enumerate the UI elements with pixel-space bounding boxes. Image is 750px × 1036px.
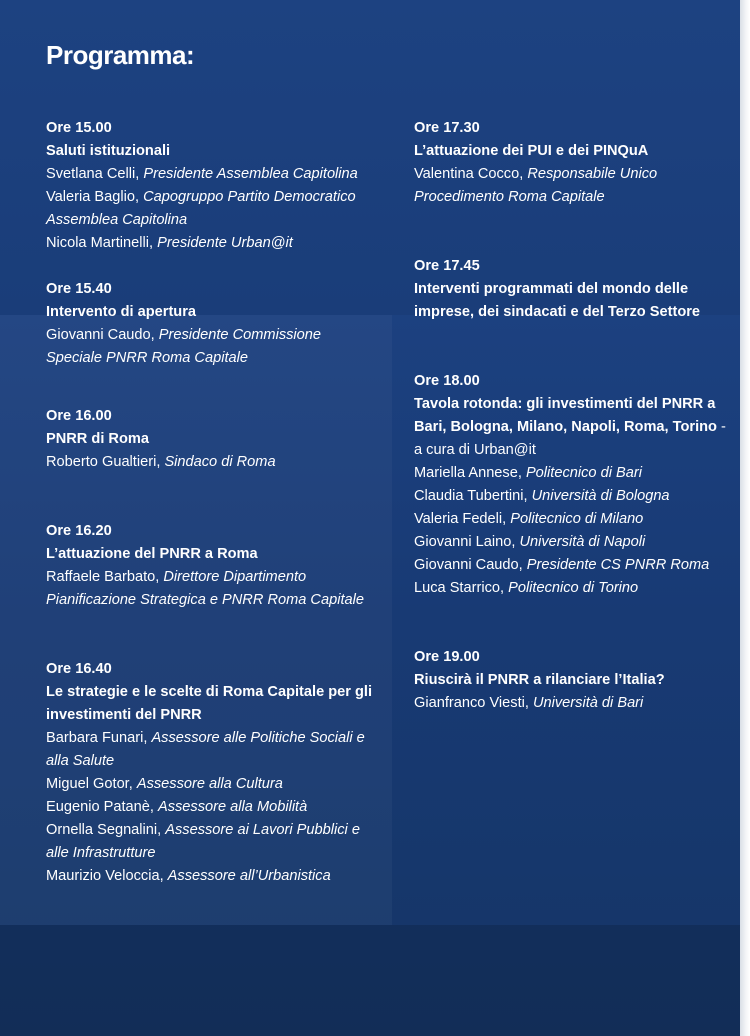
- session-time: Ore 15.40: [46, 281, 112, 297]
- page-title: Programma:: [46, 40, 195, 70]
- session-1600: [46, 405, 376, 474]
- speaker-role: Presidente Assemblea Capitolina: [143, 166, 358, 182]
- speaker: Luca Starrico, Politecnico di Torino: [414, 580, 639, 596]
- session-1900: [414, 646, 734, 715]
- speaker-role: Politecnico di Milano: [510, 511, 644, 527]
- speaker: Raffaele Barbato, Direttore Dipartimento Pianificazione Strategica e PNRR Roma Capitale: [46, 569, 364, 608]
- speaker-role: Presidente CS PNRR Roma: [526, 557, 710, 573]
- session-time: Ore 19.00: [414, 649, 480, 665]
- session-time: Ore 16.00: [46, 408, 112, 424]
- speaker: Valeria Fedeli, Politecnico di Milano: [414, 511, 644, 527]
- session-1730: [414, 117, 734, 209]
- speaker: Gianfranco Viesti, Università di Bari: [414, 695, 644, 711]
- speaker-role: Politecnico di Bari: [525, 465, 642, 481]
- speaker-name: Valeria Baglio: [46, 189, 135, 205]
- speaker-role: Università di Bologna: [531, 488, 670, 504]
- speaker-name: Ornella Segnalini: [46, 822, 158, 838]
- speaker-role: Assessore ai Lavori Pubblici e alle Infrastrutture: [46, 822, 360, 861]
- speaker-name: Giovanni Caudo: [46, 327, 151, 343]
- speaker: Valentina Cocco, Responsabile Unico Procedimento Roma Capitale: [414, 166, 658, 205]
- speaker: Eugenio Patanè, Assessore alla Mobilità: [46, 799, 308, 815]
- speaker: Ornella Segnalini, Assessore ai Lavori Pubblici e alle Infrastrutture: [46, 822, 360, 861]
- speaker-role: Sindaco di Roma: [164, 454, 276, 470]
- speaker: Nicola Martinelli, Presidente Urban@it: [46, 235, 293, 251]
- session-1800: [414, 370, 734, 600]
- session-title: L’attuazione del PNRR a Roma: [46, 546, 258, 562]
- speaker-name: Eugenio Patanè: [46, 799, 150, 815]
- speaker-role: Assessore alla Mobilità: [157, 799, 308, 815]
- speaker-name: Nicola Martinelli: [46, 235, 149, 251]
- speaker: Roberto Gualtieri, Sindaco di Roma: [46, 454, 276, 470]
- speaker-name: Valentina Cocco: [414, 166, 520, 182]
- speaker: Maurizio Veloccia, Assessore all’Urbanistica: [46, 868, 331, 884]
- session-title: L’attuazione dei PUI e dei PINQuA: [414, 143, 649, 159]
- speaker: Miguel Gotor, Assessore alla Cultura: [46, 776, 283, 792]
- speaker-role: Assessore all’Urbanistica: [167, 868, 331, 884]
- speaker-role: Assessore alle Politiche Sociali e alla Salute: [46, 730, 365, 769]
- speaker-role: Capogruppo Partito Democratico Assemblea Capitolina: [46, 189, 356, 228]
- speaker-name: Roberto Gualtieri: [46, 454, 157, 470]
- speaker-name: Luca Starrico: [414, 580, 500, 596]
- speaker-role: Assessore alla Cultura: [136, 776, 283, 792]
- schedule-left-column: [46, 117, 376, 888]
- session-time: Ore 17.45: [414, 258, 480, 274]
- session-title-suffix: - a cura di Urban@it: [414, 419, 726, 458]
- speaker-name: Gianfranco Viesti: [414, 695, 525, 711]
- session-1620: [46, 520, 376, 612]
- session-1500: [46, 117, 376, 255]
- background-band-bottom: [0, 925, 740, 1036]
- page-edge: [740, 0, 750, 1036]
- speaker-role: Direttore Dipartimento Pianificazione Strategica e PNRR Roma Capitale: [46, 569, 364, 608]
- speaker-name: Raffaele Barbato: [46, 569, 156, 585]
- speaker-name: Giovanni Laino: [414, 534, 512, 550]
- session-title: Saluti istituzionali: [46, 143, 171, 159]
- speaker-name: Mariella Annese: [414, 465, 518, 481]
- session-time: Ore 16.40: [46, 661, 112, 677]
- speaker-name: Maurizio Veloccia: [46, 868, 160, 884]
- session-title: Riuscirà il PNRR a rilanciare l’Italia?: [414, 672, 665, 688]
- session-1640: [46, 658, 376, 888]
- schedule-right-column: [414, 117, 734, 715]
- speaker-name: Svetlana Celli: [46, 166, 136, 182]
- speaker-name: Giovanni Caudo: [414, 557, 519, 573]
- session-time: Ore 18.00: [414, 373, 480, 389]
- speaker-role: Responsabile Unico Procedimento Roma Capitale: [414, 166, 658, 205]
- speaker: Svetlana Celli, Presidente Assemblea Capitolina: [46, 166, 358, 182]
- session-time: Ore 17.30: [414, 120, 480, 136]
- speaker-name: Miguel Gotor: [46, 776, 129, 792]
- speaker-name: Barbara Funari: [46, 730, 144, 746]
- speaker: Claudia Tubertini, Università di Bologna: [414, 488, 670, 504]
- session-time: Ore 16.20: [46, 523, 112, 539]
- session-1540: [46, 278, 376, 370]
- speaker-role: Presidente Urban@it: [157, 235, 293, 251]
- speaker-name: Claudia Tubertini: [414, 488, 524, 504]
- speaker: Giovanni Laino, Università di Napoli: [414, 534, 646, 550]
- session-1745: [414, 255, 734, 324]
- speaker: Giovanni Caudo, Presidente Commissione Speciale PNRR Roma Capitale: [46, 327, 322, 366]
- session-title: Intervento di apertura: [46, 304, 197, 320]
- session-title: Interventi programmati del mondo delle imprese, dei sindacati e del Terzo Settore: [414, 281, 701, 320]
- speaker-role: Università di Bari: [532, 695, 644, 711]
- speaker-role: Presidente Commissione Speciale PNRR Roma Capitale: [46, 327, 322, 366]
- session-title: Le strategie e le scelte di Roma Capitale per gli investimenti del PNRR: [46, 684, 373, 723]
- session-time: Ore 15.00: [46, 120, 112, 136]
- speaker: Giovanni Caudo, Presidente CS PNRR Roma: [414, 557, 710, 573]
- session-title: PNRR di Roma: [46, 431, 149, 447]
- speaker: Barbara Funari, Assessore alle Politiche Sociali e alla Salute: [46, 730, 365, 769]
- speaker: Mariella Annese, Politecnico di Bari: [414, 465, 642, 481]
- speaker-name: Valeria Fedeli: [414, 511, 503, 527]
- speaker-role: Università di Napoli: [519, 534, 646, 550]
- speaker: Valeria Baglio, Capogruppo Partito Democratico Assemblea Capitolina: [46, 189, 356, 228]
- session-title: Tavola rotonda: gli investimenti del PNRR a Bari, Bologna, Milano, Napoli, Roma, Torino: [414, 396, 717, 435]
- speaker-role: Politecnico di Torino: [508, 580, 639, 596]
